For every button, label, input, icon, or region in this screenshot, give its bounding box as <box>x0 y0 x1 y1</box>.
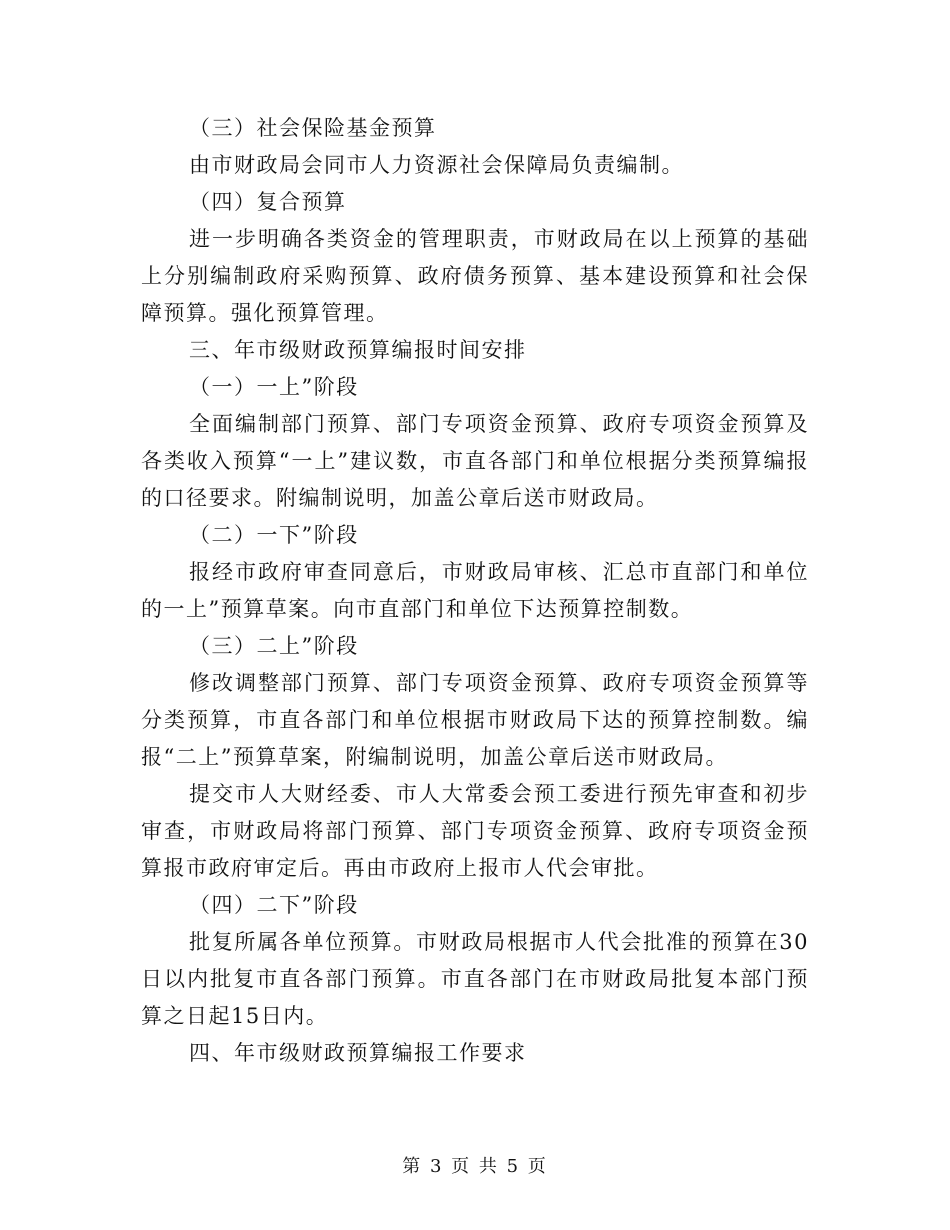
section-heading-first-down: （二）一下”阶段 <box>189 523 359 547</box>
section-heading-second-down: （四）二下”阶段 <box>189 893 359 917</box>
page-number-footer: 第 3 页 共 5 页 <box>402 1156 548 1177</box>
document-body <box>141 110 809 1072</box>
section-heading-social-insurance: （三）社会保险基金预算 <box>189 116 437 140</box>
section-heading-schedule: 三、年市级财政预算编报时间安排 <box>189 338 527 362</box>
paragraph: 全面编制部门预算、部门专项资金预算、政府专项资金预算及各类收入预算“一上”建议数，市直各部门和单位根据分类预算编报的口径要求。附编制说明，加盖公章后送市财政局。 <box>141 412 809 510</box>
paragraph: 批复所属各单位预算。市财政局根据市人代会批准的预算在30日以内批复市直各部门预算。市直各部门在市财政局批复本部门预算之日起15日内。 <box>141 930 809 1028</box>
section-heading-composite-budget: （四）复合预算 <box>189 190 347 214</box>
paragraph: 提交市人大财经委、市人大常委会预工委进行预先审查和初步审查，市财政局将部门预算、部门专项资金预算、政府专项资金预算报市政府审定后。再由市政府上报市人代会审批。 <box>141 782 809 880</box>
paragraph: 由市财政局会同市人力资源社会保障局负责编制。 <box>189 153 684 177</box>
paragraph: 进一步明确各类资金的管理职责，市财政局在以上预算的基础上分别编制政府采购预算、政府债务预算、基本建设预算和社会保障预算。强化预算管理。 <box>141 227 809 325</box>
section-heading-second-up: （三）二上”阶段 <box>189 634 359 658</box>
section-heading-requirements: 四、年市级财政预算编报工作要求 <box>189 1041 527 1065</box>
paragraph: 报经市政府审查同意后，市财政局审核、汇总市直部门和单位的一上”预算草案。向市直部门和单位下达预算控制数。 <box>141 560 809 621</box>
paragraph: 修改调整部门预算、部门专项资金预算、政府专项资金预算等分类预算，市直各部门和单位根据市财政局下达的预算控制数。编报“二上”预算草案，附编制说明，加盖公章后送市财政局。 <box>141 671 809 769</box>
section-heading-first-up: （一）一上”阶段 <box>189 375 359 399</box>
